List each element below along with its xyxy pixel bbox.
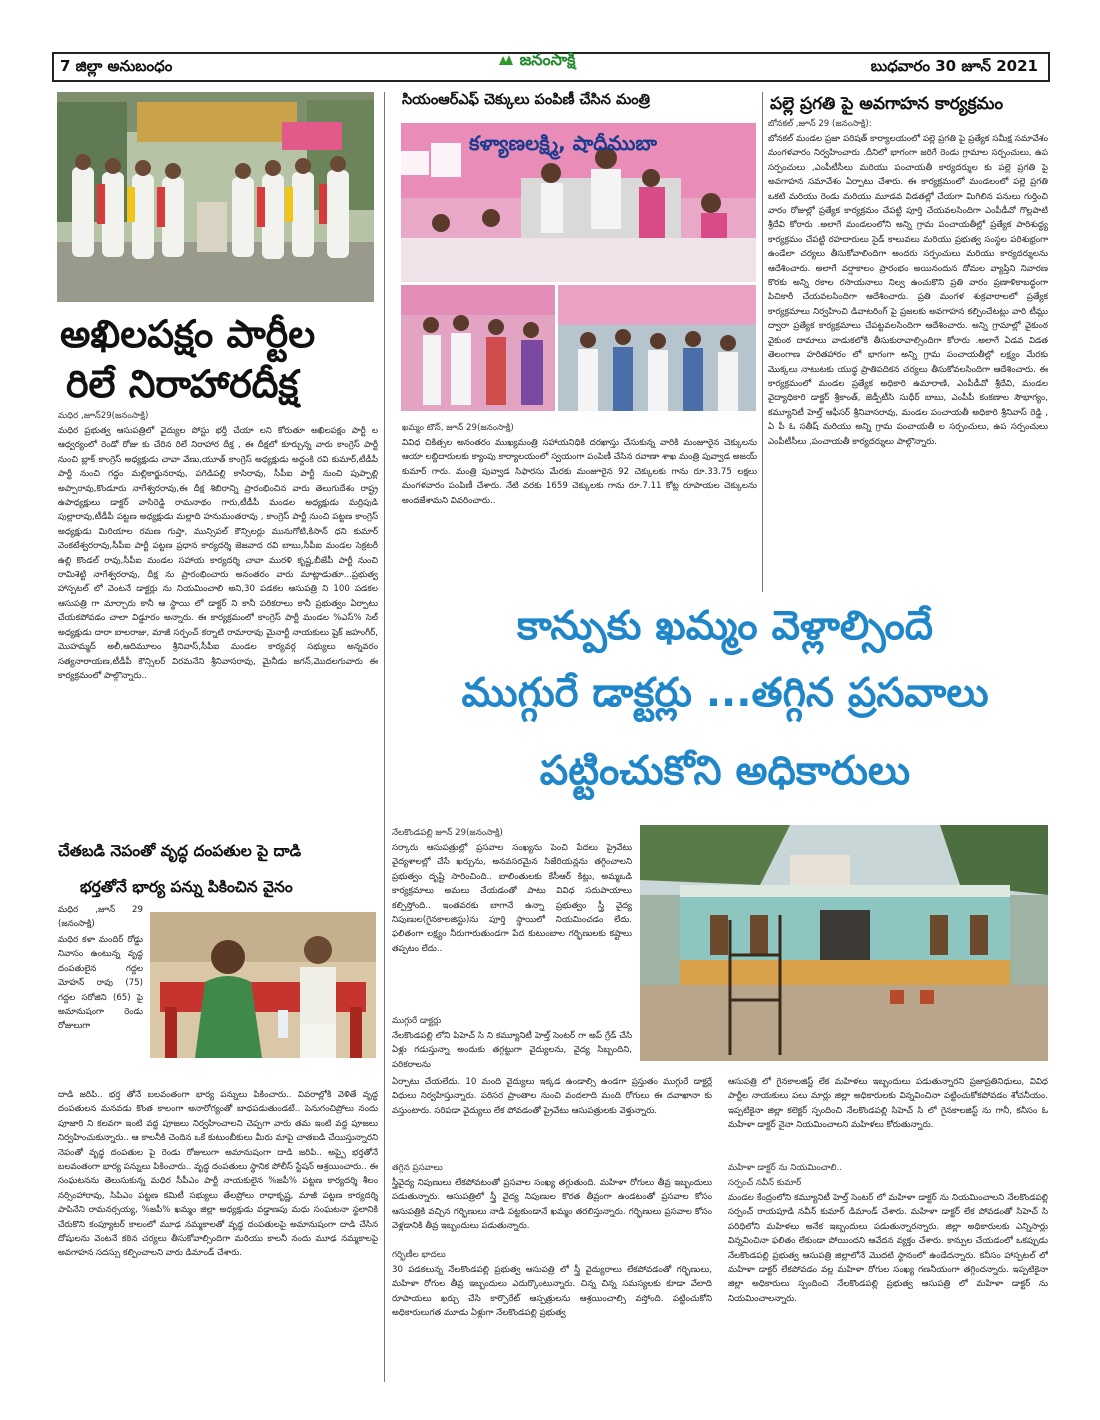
lead-col12c: 30 పడకలున్న నేలకొండపల్లి ప్రభుత్వ ఆసుపత్రి లో స్త్రీ వైద్యురాలు లేకపోవడంతో గర్భిణులు, మహిళా రోగుల తీవ్ర ఇబ్బందులు ఎదుర్కొంటున్నారు. చిన్న చిన్న సమస్యలకు కూడా వేలాది రూపాయలు ఖర్చు చేసి కార్పొరేట్ ఆస్పత్రులను ఆశ్రయించాల్సి వస్తోంది. పట్టించుకోని అధికారులుగత మూడు ఏళ్లుగా నేలకొండపల్లి ప్రభుత్వ [392, 1265, 712, 1319]
cmrf-dateline: ఖమ్మం టౌన్, జూన్ 29(జనంసాక్షి) [402, 423, 514, 433]
cmrf-body: వివిధ చికిత్సల అనంతరం ముఖ్యమంత్రి సహాయనిధికి దరఖాస్తు చేసుకున్న వారికి మంజూరైన చెక్కులను ఆయా లబ్దిదారులకు క్యాంపు కార్యాలయంలో స్వయంగా పంపిణీ చేసిన రవాణా శాఖ మంత్రి పువ్వాడ అజయ్ కుమార్ గారు. మంత్రి పువ్వాడ సిఫారసు మేరకు మంజూరైన 92 చెక్కులకు గాను రూ.33.75 లక్షలు మంగళవారం పంపిణీ చేశారు. నేటి వరకు 1659 చెక్కులకు గాను రూ.7.11 కోట్ల రూపాయల చెక్కులను అందజేశామని వివరించారు.. [402, 438, 757, 506]
palle-pragathi-body: బోనకల్ మండల ప్రజా పరిషత్ కార్యాలయంలో పల్లె ప్రగతి పై ప్రత్యేక సమీక్ష సమావేశం మంగళవారం నిర్వహించారు .దీనిలో భాగంగా జరిగే రెండు గ్రామాల సర్పంచులు, ఉప సర్పంచులు ,ఎంపీటీసీలు మరియు పంచాయతీ కార్యదర్శుల కు పల్లె ప్రగతి పై అవగాహన సమావేశం ఏర్పాటు చేశారు. ఈ కార్యక్రమంలో మండలంలో పల్లె ప్రగతి ఒకటి మరియు రెండు మరియు మూడవ విడతల్లో చేయగా మిగిలిన పనులు గుర్తించి వారం రోజుల్లో ప్రత్యేక కార్యక్రమం చేపట్టి పూర్తి చేయవలసిందిగా ఎంపీడీవో గొల్లపాటి శ్రీదేవి కోరారు .అలాగే మండలంలోని అన్ని గ్రామ పంచాయతీల్లో ప్రత్యేక పారిశుద్ధ్య కార్యక్రమం చేపట్టి రహదారులు సైడ్ కాలువలు మరియు ప్రభుత్వ సంస్థల పరిశుభ్రంగా ఉండేలా చర్యలు తీసుకోవాలిందిగా అందరు సర్పంచులు మరియు కార్యదర్శులను ఆదేశించారు. అలాగే వర్షాకాలం ప్రారంభం అయినందున దోమల వ్యాప్తిని నివారణ కొరకు అన్ని రకాల రసాయనాలు నిల్వ ఉంచుకొని ప్రతి వారం ప్రణాళికాబద్ధంగా పిచికారీ చేయవలసిందిగా ఆదేశించారు. ప్రతి మంగళ శుక్రవారాలలో ప్రత్యేక కార్యక్రమాలు నిర్వహించి డివాటరింగ్ పై ప్రజలకు అవగాహన కల్పించేటట్లు వారి టీమ్లు ద్వారా ప్రత్యేక కార్యక్రమాలు చేపట్టవలసిందిగా ఆదేశించారు. అన్ని గ్రామాల్లో వైకుంఠ వైకుంఠ దామాలు వాడుకలోకి తీసుకురావాల్సిందిగా కోరారు .అలాగే ఏడవ విడత తెలంగాణ హరితహారం లో భాగంగా అన్ని గ్రామ పంచాయతీల్లో లక్ష్యం మేరకు మొక్కలు నాటుటకు యుద్ధ ప్రాతిపదికన చర్యలు తీసుకోవలసిందిగా ఆదేశించారు. ఈ కార్యక్రమంలో మండల ప్రత్యేక అధికారి ఉమారాణి, ఎంపీడీవో శ్రీదేవి, మండల వైద్యాధికారి డాక్టర్ శ్రీకాంత్, జెడ్పీటీసి సుధీర్ బాబు, ఎంపీపీ కంకణాల సౌభాగ్యం, కమ్యూనిటీ హెల్త్ ఆఫీసర్ శ్రీనివాసరావు, మండల పంచాయతీ అధికారి శ్రీనివాస్ రెడ్డి , ఏ పీ ఓ సతీష్ మరియు అన్ని గ్రామ పంచాయతీ ల సర్పంచులు, ఉప సర్పంచులు ఎంపీటీసీలు ,పంచాయతీ కార్యదర్శులు పాల్గొన్నారు. [768, 134, 1048, 447]
column-divider-left [384, 92, 385, 1382]
attack-headline-line2: భర్తతోనే భార్య పన్ను పికించిన వైనం [80, 878, 293, 896]
cmrf-photo-right [558, 285, 756, 411]
cmrf-headline: సియంఆర్ఎఫ్ చెక్కులు పంపిణీ చేసిన మంత్రి [402, 92, 650, 108]
lead-sub-appoint-doctor: మహిళా డాక్టర్ ను నియమించాలి.. [728, 1163, 843, 1173]
column-divider-right [762, 92, 763, 592]
page-label: 7 జిల్లా అనుబంధం [60, 57, 173, 75]
hospital-photo [640, 825, 1048, 1061]
lead-col3: ఆసుపత్రి లో గైనకాలజిస్ట్ లేక మహిళలు ఇబ్బందులు పడుతున్నారని ప్రజాప్రతినిధులు, వివిధ పార్టీల నాయకులు పలు మార్లు జిల్లా అధికారులకు విన్నవించినా పట్టించుకోకపోవడం శోచనీయం. ఇప్పటికైనా జిల్లా కలెక్టర్ స్పందించి నేలకొండపల్లి సిహెచ్ సి లో గైనకాలజిస్ట్ ను గానీ, కనీసం ఓ మహిళా డాక్టర్ నైనా నియమించాలని మహిళలు కోరుతున్నారు. [728, 1077, 1048, 1131]
banner-text: కళ్యాణలక్ష్మి, షాదీముబా [469, 131, 657, 155]
attack-dateline: మధిర ,జూన్ 29 (జనంసాక్షి) [58, 905, 143, 930]
logo-mark-icon [498, 53, 514, 67]
lead-sub-pregnant: గర్భిణీల భాదలు [392, 1250, 446, 1260]
lead-headline-line3: పట్టించుకోని అధికారులు [539, 748, 911, 794]
issue-date: బుధవారం 30 జూన్ 2021 [870, 57, 1038, 75]
attack-body: దాడి జరిపి.. భర్త తోనే బలవంతంగా భార్య పన్నులు పికించారు.. వివరాల్లోకి వెళితే వృద్ధ దంపతులన మనవడు కొంత కాలంగా అనారోగ్యంతో బాధపడుతుండటే.. పెనుగంచిప్రోలు నందు పూజారి ని కలవగా ఇంటి వద్ద పూజలు నిర్వహించాలని చెప్పగా వారు తమ ఇంటి వద్ద పూజలు నిర్వహించుకున్నారు.. ఆ కాలనీకి చెందిన ఒకే కుటుంబీకులు మీరు మాపై చాతబడి చేయిస్తున్నారని నెపంతో వృద్ధ దంపతుల పై రెండు రోజులుగా అమానుషంగా దాడి జరిపి.. అప్పై భర్తతోనే బలవంతంగా భార్య పన్నులు పికించారు.. వృద్ధ దంపతులు స్థానిక పోలీస్ స్టేషన్ ఆశ్రయించారు.. ఈ సంఘటనను తెలుసుకున్న మధిర సీపీఎం పార్టీ నాయకులైన %జపీ% పట్టణ కార్యదర్శి శీలం నర్సింహారావు, సిపిఎం పట్టణ కమిటీ సభ్యులు తేలప్రోలు రాధాకృష్ణ, మాజీ పట్టణ కార్యదర్శి పాపినేని రామనర్సయ్య, %జపీ% ఖమ్మం జిల్లా అధ్యక్షుడు వడ్డాణపు మధు సంఘటనా స్థలానికి చేరుకొని కంప్యూటర్ కాలంలో మూఢ నమ్మకాలతో వృద్ధ దంపతులపై అమానుషంగా దాడి చేసిన దోషులను వెంటనే కఠిన చర్యలు తీసుకోవాల్సిందిగా మరియు కాలనీ నందు మూఢ నమ్మకాలపై అవగాహన సదస్సు కల్పించాలని వారు డిమాండ్ చేశారు. [58, 1090, 378, 1259]
protest-photo [57, 92, 374, 302]
hospital-illustration [640, 825, 1048, 1061]
left-story-body: మధిర ప్రభుత్వ ఆసుపత్రిలో వైద్యుల పోస్టు భర్తీ చేయా లని కోరుతూ అఖిలపక్షం పార్టీ ల ఆధ్వర్యంలో రెండో రోజు కు చేరిన రిలే నిరాహార దీక్ష , ఈ దీక్షలో కూర్చున్న వారు కాంగ్రెస్ పార్టీ నుంచి బ్లాక్ కాంగ్రెస్ అధ్యక్షుడు చావా వేణు,యూత్ కాంగ్రెస్ అధ్యక్షుడు అద్దంకి రవి కుమార్,టీడీపీ పార్టీ నుంచి గద్దం మల్లికార్జునరావు, పగిడిపల్లి కాసిరావు, సీపీఐ పార్టీ నుంచి పుప్పాల్లి అప్పారావు,కొండూరు నాగేశ్వరరావు,ఈ దీక్ష శిబిరాన్ని ప్రారంభించిన వారు తెలుగుదేశం రాష్ట్ర ఉపాధ్యక్షులు డాక్టర్ వాసిరెడ్డి రామనాథం గారు,టీడీపీ మండల అధ్యక్షుడు మర్రిపుడి పుల్లారావు,టీడీపీ పట్టణ అధ్యక్షుడు మల్లాది హనుమంతరావు , కాంగ్రెస్ పార్టీ నుంచి పట్టణ కాంగ్రెస్ అధ్యక్షుడు మిరియాల రమణ గుప్తా, మున్సిపల్ కౌన్సిలర్లు మునుగోటి,కిసాన్ ధని కుమార్ వెంకటేశ్వరరావు,సీపీఐ పార్టీ పట్టణ ప్రధాన కార్యదర్శి జెజవాద రవి బాబు,సీపీఐ మండల సెక్రటరీ ఉల్లి కొండల్ రావు,సీపీఐ మండల సహాయ కార్యదర్శి చావా మురళి కృష్ణ,బీజేపీ పార్టీ నుంచి రామిశెట్టి నాగేశ్వరరావు, దీక్ష ను ప్రారంభించారు అనంతరం వారు మాట్లాడుతూ...ప్రభుత్వ హాస్పటల్ లో వెంటనే డాక్టర్లు ను నియమించాలి అని,30 పడకల ఆసుపత్రి ని 100 పడకల ఆసుపత్రి గా మార్చారు కానీ ఆ స్థాయి లో డాక్టర్ ని కానీ పరికరాలు కానీ ప్రభుత్వం ఏర్పాటు చేయకపోవడం చాలా విడ్డూరం అన్నారు. ఈ కార్యక్రమంలో కాంగ్రెస్ పార్టీ మండల %ఎస్% సెల్ అధ్యక్షుడు దారా బాలరాజు, మాజీ సర్పంచ్ కర్నాటి రామారావు మైనార్టీ నాయకులు షైక్ జహంగీర్, మొహమ్మద్ అలీ,ఆదిమూలం శ్రీనివాస్,సీపీఐ మండల కార్యవర్గ సభ్యులు అన్నవరం సత్యనారాయణ,టీడీపీ కౌన్సిలర్ విరమనేని శ్రీనివాసరావు, మైనీడు జగన్,మొదలగువారు ఈ కార్యక్రమంలో పాల్గొన్నారు.. [58, 426, 378, 681]
elderly-couple-photo [150, 912, 376, 1058]
brand-logo [498, 50, 575, 73]
lead-col12: ఏర్పాటు చేయలేదు. 10 మంది వైద్యులు ఇక్కడ ఉండాల్సి ఉండగా ప్రస్తుతం ముగ్గురే డాక్టర్లే విధులు నిర్వహిస్తున్నారు. పరిసర ప్రాంతాల నుంచి వందలాది మంది రోగులు ఈ దవాఖానా కు వస్తుంటారు. సరిపడా వైద్యులు లేక పోవడంతో ప్రైవేటు ఆసుపత్రులకు వెళ్తున్నారు. [392, 1077, 712, 1116]
lead-col3b: మండల కేంద్రంలోని కమ్యూనిటీ హెల్త్ సెంటర్ లో మహిళా డాక్టర్ ను నియమించాలని నేలకొండపల్లి సర్పంచ్ రాయపూడి నవీన్ కుమార్ డిమాండ్ చేశారు. మహిళా డాక్టర్ లేక పోవడంతో సిహెచ్ సి పరిధిలోని మహిళలు అనేక ఇబ్బందులు పడుతున్నారన్నారు. జిల్లా అధికారులకు ఎన్నిసార్లు విన్నవించినా ఫలితం లేకుండా పోయిందని ఆవేదన వ్యక్తం చేశారు. కాన్పుల చేయడంలో ఒకప్పుడు నేలకొండపల్లి ప్రభుత్వ ఆసుపత్రి జిల్లాలోనే మొదటి స్థానంలో ఉండేదన్నారు. కనీసం హాస్పటల్ లో మహిళా డాక్టర్ లేకపోవడం వల్ల మహిళా రోగుల సంఖ్య గణనీయంగా తగ్గిందన్నారు. ఇప్పటికైనా జిల్లా అధికారులు స్పందించి నేలకొండపల్లి ప్రభుత్వ ఆసుపత్రి లో మహిళా డాక్టర్ ను నియమించాలన్నారు. [728, 1193, 1048, 1304]
lead-headline-line1: కాన్పుకు ఖమ్మం వెళ్లాల్సిందే [516, 603, 934, 649]
lead-col12b: స్త్రీవైద్య నిపుణులు లేకపోవటంతో ప్రసవాల సంఖ్య తగ్గుతుంది. మహిళా రోగులు తీవ్ర ఇబ్బందులు పడుతున్నారు. ఆసుపత్రిలో స్త్రీ వైద్య నిపుణుల కొరత తీవ్రంగా ఉండటంతో ప్రసవాల కోసం ఆసుపత్రికి వచ్చిన గర్భిణులు నాడి పట్టకుండానే ఖమ్మం తరలిస్తున్నారు. గర్భిణులు ప్రసవాల కోసం వెళ్లడానికి తీవ్ర ఇబ్బందులు పడుతున్నారు. [392, 1178, 712, 1232]
elderly-couple-illustration [150, 912, 376, 1058]
lead-sub-three-doctors: ముగ్గురే డాక్టర్లు [392, 1016, 442, 1026]
lead-col1: సర్కారు ఆసుపత్రుల్లో ప్రసవాల సంఖ్యను పెంచి పేదలు ప్రైవేటు వైద్యశాలల్లో చేసే ఖర్చును, అనవసరమైన సిజేరియన్లను తగ్గించాలని ప్రభుత్వం దృష్టి సారించింది.. బాలింతులకు కేసీఆర్ కిట్లు, అమ్మఒడి కార్యక్రమాలు అమలు చేయడంతో పాటు వివిధ సదుపాయాలు కల్పిస్తోంది.. ఇంతవరకు బాగానే ఉన్నా ప్రభుత్వం స్త్రీ వైద్య నిపుణుల(గైనకాలజిస్టు)ను పూర్తి స్థాయిలో నియమించడం లేదు. ఫలితంగా లక్ష్యం నీరుగారుతుండగా పేద కుటుంబాల గర్భిణులకు కష్టాలు తప్పటం లేదు.. [392, 843, 632, 954]
left-headline-line2: రిలే నిరాహారదీక్ష [66, 362, 299, 406]
protest-photo-illustration [57, 92, 374, 302]
palle-pragathi-headline: పల్లె ప్రగతి పై అవగాహన కార్యక్రమం [770, 94, 1004, 114]
cmrf-crowd-illustration [558, 285, 756, 411]
cmrf-photo-main [401, 123, 756, 282]
cmrf-photo-left [401, 285, 555, 411]
cmrf-handover-illustration [401, 285, 555, 411]
palle-pragathi-dateline: బోనకల్ ,జూన్ 29 (జనంసాక్షి): [768, 119, 872, 129]
attack-headline-line1: చేతబడి నెపంతో వృద్ధ దంపతుల పై దాడి [58, 842, 302, 860]
brand-name: జనంసాక్షి [519, 50, 576, 69]
lead-sub-sarpanch: సర్పంచ్ నవీన్ కుమార్ [728, 1178, 802, 1188]
attack-body-top: మధిర కళా మందిర్ రోడ్డు నివాసం ఉంటున్న వృద్ధ దంపతులైన గద్దల మోహన్ రావు (75) గద్దల సరోజిని (65) పై అమానుషంగా రెండు రోజులుగా [58, 935, 143, 1032]
left-dateline: మధిర ,జూన్29(జనంసాక్షి) [58, 411, 149, 421]
lead-col1b: నేలకొండపల్లి లోని పిహెచ్ సి ని కమ్యూనిటీ హెల్త్ సెంటర్ గా అప్ గ్రేడ్ చేసి ఏళ్లు గడుస్తున్నా అందుకు తగ్గట్టుగా వైద్యులను, వైద్య సిబ్బందిని, పరికరాలను [392, 1031, 632, 1070]
left-headline-line1: అఖిలపక్షం పార్టీల [60, 312, 316, 356]
lead-sub-deliveries: తగ్గిన ప్రసవాలు [392, 1163, 443, 1173]
lead-headline-line2: ముగ్గురే డాక్టర్లు ...తగ్గిన ప్రసవాలు [461, 670, 989, 716]
lead-dateline: నేలకొండపల్లి జూన్ 29(జనంసాక్షి) [392, 828, 503, 838]
